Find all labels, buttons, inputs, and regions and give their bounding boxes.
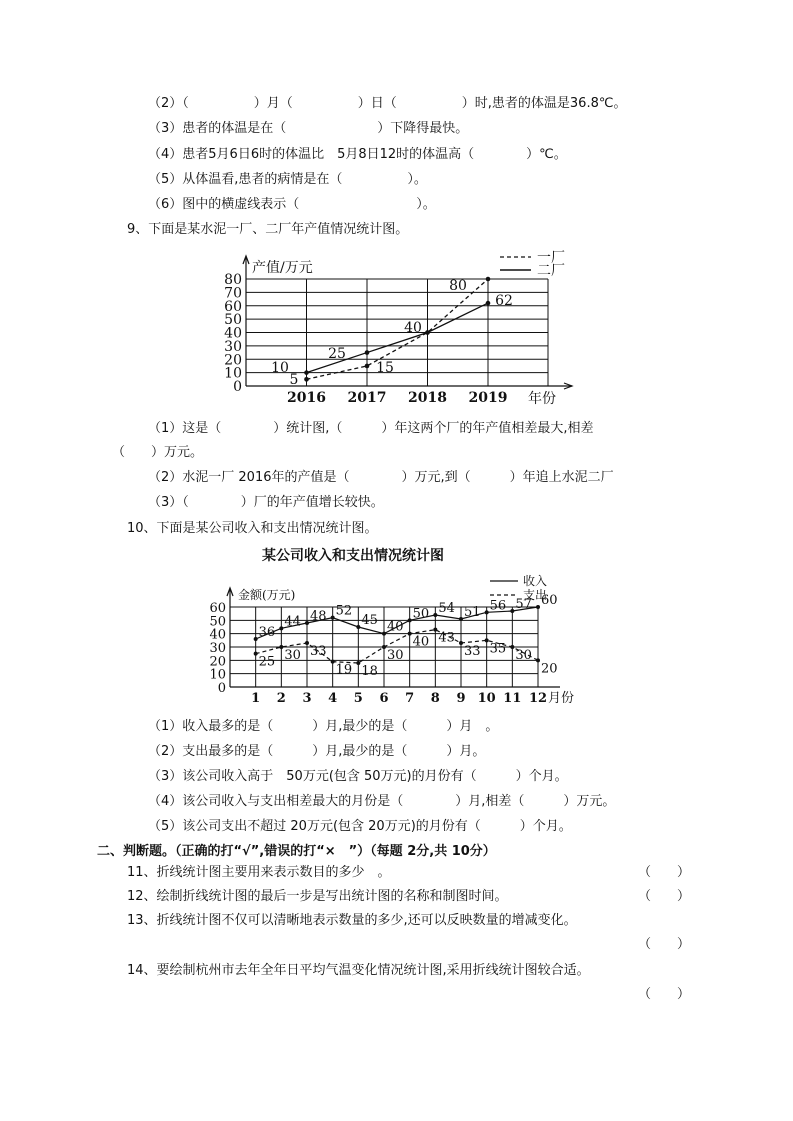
expense-data-label: 40: [412, 634, 430, 650]
q9-line-2: （2）水泥一厂 2016年的产值是（ ）万元,到（ ）年追上水泥二厂: [148, 470, 614, 485]
q10-line-4: （4）该公司收入与支出相差最大的月份是（ ）月,相差（ ）万元。: [148, 794, 616, 809]
q10-line-5: （5）该公司支出不超过 20万元(包含 20万元)的月份有（ ）个月。: [148, 819, 572, 834]
x-tick-label: 10: [477, 691, 496, 706]
y-tick-label: 10: [209, 667, 226, 683]
x-tick-label: 7: [405, 691, 415, 706]
x-tick-label: 2016: [287, 390, 326, 406]
expense-data-label: 19: [335, 662, 353, 678]
q8-line-2: （2）（ ）月（ ）日（ ）时,患者的体温是36.8℃。: [148, 96, 627, 111]
data-point-一厂: [304, 377, 309, 382]
y-tick-label: 60: [224, 298, 242, 315]
y-tick-label: 70: [224, 285, 242, 302]
expense-data-label: 35: [489, 641, 507, 657]
expense-data-label: 30: [515, 648, 532, 663]
y-tick-label: 50: [209, 614, 226, 630]
data-point-支出: [459, 641, 463, 645]
x-tick-label: 2: [276, 691, 286, 706]
q10-line-2: （2）支出最多的是（ ）月,最少的是（ ）月。: [148, 744, 486, 759]
x-tick-label: 2019: [468, 390, 508, 406]
data-point-收入: [331, 616, 335, 620]
y-tick-label: 20: [224, 352, 242, 369]
x-tick-label: 6: [379, 691, 389, 706]
income-data-label: 54: [438, 601, 455, 616]
data-point-收入: [459, 617, 463, 621]
x-tick-label: 2017: [347, 390, 387, 406]
y-tick-label: 80: [224, 272, 242, 288]
data-point-收入: [433, 613, 437, 617]
x-axis-title: 年份: [528, 391, 556, 407]
y-axis-title: 金额(万元): [238, 588, 296, 602]
q8-line-6: （6）图中的横虚线表示（ ）。: [148, 197, 436, 212]
income-data-label: 52: [335, 603, 353, 619]
y-tick-label: 30: [224, 338, 242, 355]
data-label: 62: [495, 293, 513, 309]
legend-label: 二厂: [537, 263, 565, 279]
income-data-label: 40: [387, 619, 404, 635]
q9-line-1b: （ ）万元。: [112, 445, 204, 460]
data-point-支出: [254, 652, 258, 656]
expense-data-label: 20: [541, 661, 558, 677]
y-axis-title: 产值/万元: [252, 260, 313, 276]
company-chart-title: 某公司收入和支出情况统计图: [262, 548, 444, 564]
series-line-二厂: [307, 303, 489, 373]
y-tick-label: 0: [233, 379, 242, 395]
q8-line-4: （4）患者5月6日6时的体温比 5月8日12时的体温高（ ）℃。: [148, 147, 567, 162]
q9-prompt: 9、下面是某水泥一厂、二厂年产值情况统计图。: [127, 222, 409, 237]
expense-data-label: 25: [258, 654, 276, 670]
data-point-收入: [536, 605, 540, 609]
x-tick-label: 5: [353, 691, 363, 706]
data-label: 40: [404, 320, 422, 336]
data-point-支出: [408, 632, 412, 636]
expense-data-label: 43: [438, 630, 455, 646]
data-point-收入: [305, 621, 309, 625]
expense-data-label: 30: [284, 648, 301, 663]
q10-prompt: 10、下面是某公司收入和支出情况统计图。: [127, 521, 378, 536]
data-label: 25: [328, 346, 346, 362]
data-point-支出: [382, 645, 386, 649]
x-tick-label: 12: [528, 691, 548, 706]
data-point-一厂: [486, 277, 491, 282]
data-point-二厂: [304, 370, 309, 375]
x-tick-label: 11: [503, 691, 522, 706]
data-label: 80: [449, 278, 467, 294]
data-point-支出: [536, 658, 540, 662]
y-tick-label: 10: [224, 365, 242, 382]
company-income-expense-line-chart: [198, 568, 598, 710]
income-data-label: 45: [361, 613, 378, 628]
x-tick-label: 2018: [408, 390, 447, 406]
data-point-支出: [510, 645, 514, 649]
q14-text: 14、要绘制杭州市去年全年日平均气温变化情况统计图,采用折线统计图较合适。: [127, 963, 590, 978]
expense-data-label: 18: [361, 664, 378, 679]
q13-text: 13、折线统计图不仅可以清晰地表示数量的多少,还可以反映数量的增减变化。: [127, 913, 577, 928]
data-label: 10: [271, 360, 289, 376]
data-point-收入: [254, 637, 258, 641]
q12-answer-blank[interactable]: （ ）: [638, 889, 691, 904]
data-point-收入: [408, 618, 412, 622]
y-tick-label: 60: [209, 601, 226, 616]
data-point-支出: [331, 660, 335, 664]
q8-line-3: （3）患者的体温是在（ ）下降得最快。: [148, 121, 469, 136]
data-point-支出: [279, 645, 283, 649]
legend-label: 一厂: [537, 250, 565, 266]
income-data-label: 36: [258, 625, 276, 640]
income-data-label: 57: [515, 597, 532, 612]
data-point-支出: [305, 641, 309, 645]
y-tick-label: 40: [209, 627, 226, 643]
data-point-收入: [485, 610, 489, 614]
x-axis-title: 月份: [548, 691, 575, 706]
data-point-支出: [356, 661, 360, 665]
expense-data-label: 33: [310, 644, 327, 659]
data-point-二厂: [486, 301, 491, 306]
data-point-收入: [510, 609, 514, 613]
data-point-支出: [485, 638, 489, 642]
data-point-二厂: [425, 330, 430, 335]
x-tick-label: 9: [456, 691, 466, 706]
q10-line-1: （1）收入最多的是（ ）月,最少的是（ ）月 。: [148, 719, 499, 734]
q8-line-5: （5）从体温看,患者的病情是在（ ）。: [148, 172, 427, 187]
q13-answer-blank[interactable]: （ ）: [638, 937, 691, 952]
expense-data-label: 33: [464, 644, 481, 659]
q12-text: 12、绘制折线统计图的最后一步是写出统计图的名称和制图时间。: [127, 889, 508, 904]
y-tick-label: 0: [217, 681, 226, 696]
income-data-label: 50: [412, 606, 430, 622]
data-point-二厂: [365, 350, 370, 355]
data-label: 15: [376, 360, 394, 376]
legend-label: 收入: [523, 574, 548, 588]
data-point-支出: [433, 628, 437, 632]
q9-line-3: （3）（ ）厂的年产值增长较快。: [148, 495, 384, 510]
y-tick-label: 30: [209, 641, 226, 656]
x-tick-label: 4: [328, 691, 338, 706]
q11-answer-blank[interactable]: （ ）: [638, 865, 691, 880]
data-point-一厂: [365, 364, 370, 369]
income-data-label: 51: [464, 605, 481, 620]
data-point-收入: [356, 625, 360, 629]
factory-output-line-chart: [200, 248, 600, 410]
income-data-label: 44: [284, 614, 301, 630]
section-2-heading: 二、判断题。（正确的打“√”,错误的打“× ”）（每题 2分,共 10分）: [97, 844, 496, 859]
x-tick-label: 1: [251, 691, 261, 706]
x-tick-label: 3: [302, 691, 312, 706]
y-tick-label: 50: [224, 312, 242, 329]
x-tick-label: 8: [430, 691, 440, 706]
q9-line-1: （1）这是（ ）统计图,（ ）年这两个厂的年产值相差最大,相差: [148, 421, 594, 436]
q14-answer-blank[interactable]: （ ）: [638, 987, 691, 1002]
data-label: 5: [289, 372, 299, 388]
income-data-label: 60: [541, 593, 558, 608]
income-data-label: 56: [489, 598, 507, 614]
q10-line-3: （3）该公司收入高于 50万元(包含 50万元)的月份有（ ）个月。: [148, 769, 568, 784]
legend-label: 支出: [523, 588, 548, 602]
data-point-收入: [279, 626, 283, 630]
expense-data-label: 30: [387, 648, 404, 663]
y-tick-label: 40: [224, 325, 242, 342]
y-tick-label: 20: [209, 654, 226, 670]
q11-text: 11、折线统计图主要用来表示数目的多少 。: [127, 865, 391, 880]
data-point-收入: [382, 632, 386, 636]
income-data-label: 48: [310, 609, 327, 624]
